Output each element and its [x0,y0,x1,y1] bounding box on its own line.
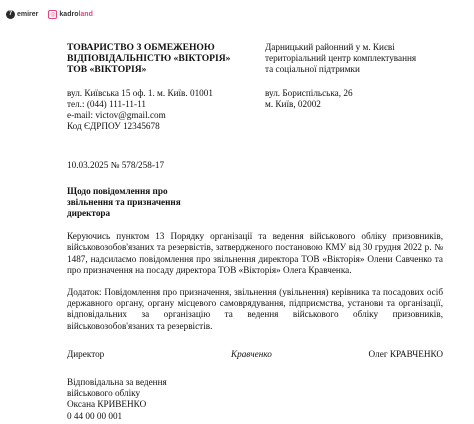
contact-role: військового обліку [67,388,141,399]
recipient-address-line: м. Київ, 02002 [265,98,321,109]
subject-line: звільнення та призначення [67,196,181,207]
subject-line: Щодо повідомлення про [67,185,168,196]
sender-email: e-mail: victov@gmail.com [67,110,166,121]
letter-header [67,42,443,132]
recipient-name-line: та соціальної підтримки [265,64,360,75]
sender-address: вул. Київська 15 оф. 1. м. Київ. 01001 [67,87,213,98]
subject-line: директора [67,208,111,219]
emirer-logo-text: emirer [17,10,39,18]
sender-block [67,42,247,132]
sender-name-line: ТОВАРИСТВО З ОБМЕЖЕНОЮ [67,42,215,53]
sender-name [67,42,247,76]
recipient-name [265,42,443,76]
recipient-address [265,88,443,110]
sender-phone: тел.: (044) 111-11-11 [67,98,146,109]
recipient-name-line: Дарницький районний у м. Києві [265,42,395,52]
recipient-name-line: територіальний центр комплектування [265,53,417,64]
letter-subject [67,186,443,220]
emirer-logo-icon: 7 [6,10,15,19]
responsible-contact [67,377,443,422]
contact-name: Оксана КРИВЕНКО [67,399,147,410]
kadroland-logo-text: kadroland [59,10,93,18]
kadroland-logo-icon: ◎ [50,11,56,18]
signatory-name: Олег КРАВЧЕНКО [368,348,443,359]
reference-number: 10.03.2025 № 578/258-17 [67,160,165,171]
sender-details [67,88,247,133]
handwritten-signature: Кравченко [231,348,272,359]
signatory-position: Директор [67,348,105,359]
body-paragraph-main: Керуючись пунктом 13 Порядку організації та ведення військового обліку призовників, військовозобов'язаних та резервістів, затвердженого постановою КМУ від 30 грудня 2022 р. № 1487, надсилаємо повідомлення про звільнення директора ТОВ «Вікторія» Олени Савченко та про призначення на посаду директора ТОВ «Вікторія» Олега Кравченка. [67,231,443,275]
emirer-logo [6,10,38,19]
sender-edrpou-code: Код ЄДРПОУ 12345678 [67,121,160,132]
body-paragraph-attachment: Додаток: Повідомлення про призначення, звільнення (увільнення) керівника та посадових осіб державного органу, органу місцевого самоврядування, підприємства, установи та організації, відповідальних за організацію та ведення військового обліку призовників, військовозобов'язаних та резервістів. [67,287,443,331]
recipient-address-line: вул. Бориспільська, 26 [265,87,353,98]
contact-phone: 0 44 00 00 001 [67,410,123,421]
sender-name-line: ВІДПОВІДАЛЬНІСТЮ «ВІКТОРІЯ» [67,53,231,65]
letter-document [67,42,443,422]
signature-block [67,349,443,360]
contact-role: Відповідальна за ведення [67,377,167,388]
recipient-block [265,42,443,132]
kadroland-logo [48,10,92,19]
header-logos [6,8,93,20]
sender-name-line: ТОВ «ВІКТОРІЯ» [67,64,147,76]
